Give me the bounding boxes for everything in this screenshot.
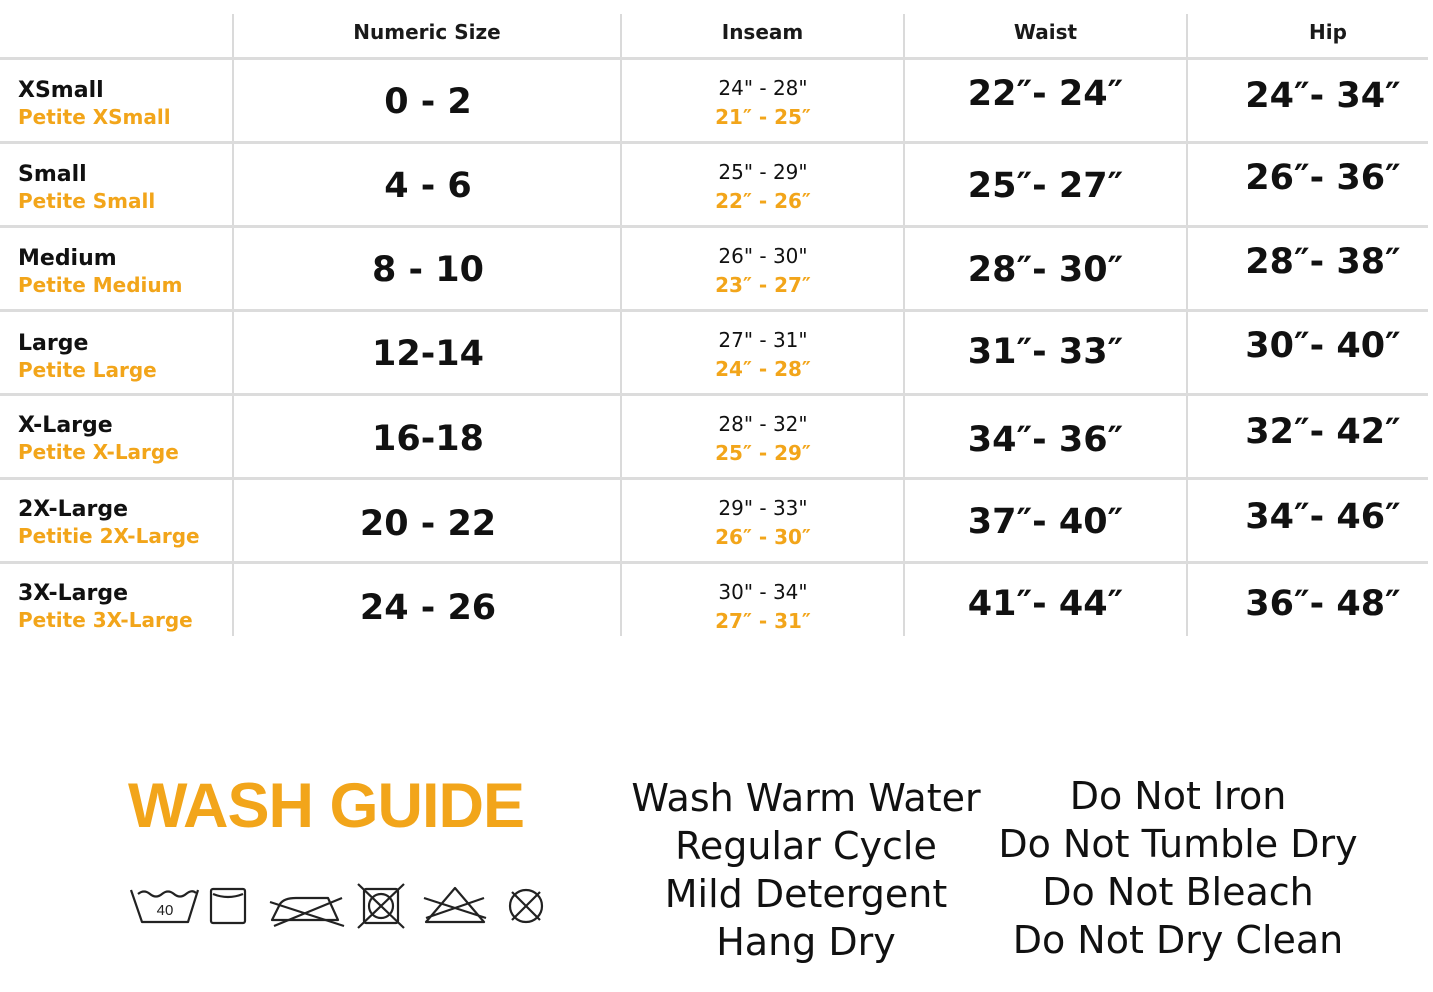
header-waist: Waist [1013, 20, 1078, 44]
hang-dry-icon [211, 889, 245, 923]
size-label-cell [18, 248, 228, 295]
hip-value: 30″- 40″ [1245, 326, 1401, 366]
inseam-value: 24" - 28" [718, 75, 808, 100]
inseam-petite-value: 21″ - 25″ [715, 104, 811, 129]
numeric-size-value: 16-18 [372, 419, 484, 459]
size-label-cell [18, 164, 228, 211]
care-instructions-left [620, 774, 992, 966]
numeric-size-value: 12-14 [372, 334, 484, 374]
inseam-value: 25" - 29" [718, 159, 808, 184]
care-instruction: Mild Detergent [664, 872, 948, 916]
inseam-petite-value: 24″ - 28″ [715, 356, 811, 381]
inseam-petite-value: 22″ - 26″ [715, 188, 811, 213]
numeric-size-value: 0 - 2 [384, 82, 472, 122]
inseam-value: 29" - 33" [718, 495, 808, 520]
waist-value: 37″- 40″ [967, 502, 1124, 542]
petite-size-name: Petite Medium [18, 273, 183, 297]
do-not-iron-icon [270, 898, 344, 926]
inseam-value: 28" - 32" [718, 411, 808, 436]
care-instruction: Regular Cycle [675, 824, 937, 868]
hip-value: 26″- 36″ [1245, 158, 1401, 198]
header-hip: Hip [1309, 20, 1347, 44]
inseam-petite-value: 23″ - 27″ [715, 272, 811, 297]
size-name: 2X-Large [18, 497, 128, 522]
column-divider [232, 14, 234, 636]
petite-size-name: Petitie 2X-Large [18, 524, 200, 548]
wash-40-icon [131, 890, 198, 922]
inseam-cell [623, 146, 903, 226]
inseam-petite-value: 27″ - 31″ [715, 608, 811, 633]
care-instruction: Do Not Iron [1069, 774, 1287, 818]
numeric-size-value: 24 - 26 [359, 588, 497, 628]
care-symbols [128, 880, 558, 936]
hip-value: 24″- 34″ [1245, 76, 1401, 116]
size-name: XSmall [18, 78, 104, 103]
header-numeric-size: Numeric Size [353, 20, 501, 44]
care-instruction: Wash Warm Water [631, 776, 981, 820]
size-label-cell [18, 333, 228, 380]
do-not-bleach-icon [424, 888, 486, 922]
inseam-cell [623, 314, 903, 394]
waist-value: 22″- 24″ [967, 74, 1124, 114]
wash-guide-title: WASH GUIDE [128, 771, 525, 841]
care-instruction: Do Not Dry Clean [1012, 918, 1344, 962]
inseam-cell [623, 230, 903, 310]
inseam-cell [623, 482, 903, 562]
size-label-cell [18, 499, 228, 546]
hip-value: 28″- 38″ [1245, 242, 1401, 282]
size-label-cell [18, 415, 228, 462]
inseam-cell [623, 398, 903, 478]
hip-value: 36″- 48″ [1245, 584, 1401, 624]
waist-value: 25″- 27″ [967, 166, 1124, 206]
numeric-size-value: 4 - 6 [384, 166, 472, 206]
do-not-dry-clean-icon [510, 890, 542, 922]
inseam-value: 27" - 31" [718, 327, 808, 352]
size-label-cell [18, 583, 228, 630]
wash-temp-label: 40 [156, 902, 174, 919]
inseam-petite-value: 25″ - 29″ [715, 440, 811, 465]
numeric-size-value: 20 - 22 [359, 504, 497, 544]
care-instructions-right [990, 772, 1366, 964]
waist-value: 31″- 33″ [967, 332, 1124, 372]
size-name: Small [18, 162, 87, 187]
numeric-size-value: 8 - 10 [372, 250, 484, 290]
petite-size-name: Petite 3X-Large [18, 608, 193, 632]
care-instruction: Do Not Bleach [1042, 870, 1314, 914]
waist-value: 28″- 30″ [967, 250, 1124, 290]
petite-size-name: Petite XSmall [18, 105, 171, 129]
petite-size-name: Petite Small [18, 189, 156, 213]
inseam-petite-value: 26″ - 30″ [715, 524, 811, 549]
do-not-tumble-dry-icon [358, 884, 404, 928]
waist-value: 34″- 36″ [967, 420, 1124, 460]
inseam-cell [623, 566, 903, 646]
column-divider [620, 14, 622, 636]
size-name: Large [18, 331, 89, 356]
waist-value: 41″- 44″ [967, 584, 1124, 624]
inseam-cell [623, 62, 903, 142]
hip-value: 32″- 42″ [1245, 412, 1401, 452]
petite-size-name: Petite X-Large [18, 440, 179, 464]
size-label-cell [18, 80, 228, 127]
inseam-value: 30" - 34" [718, 579, 808, 604]
care-instruction: Do Not Tumble Dry [998, 822, 1358, 866]
size-name: Medium [18, 246, 117, 271]
inseam-value: 26" - 30" [718, 243, 808, 268]
care-instruction: Hang Dry [716, 920, 896, 964]
hip-value: 34″- 46″ [1245, 497, 1401, 537]
header-inseam: Inseam [721, 20, 804, 44]
size-name: 3X-Large [18, 581, 128, 606]
size-name: X-Large [18, 413, 113, 438]
petite-size-name: Petite Large [18, 358, 157, 382]
